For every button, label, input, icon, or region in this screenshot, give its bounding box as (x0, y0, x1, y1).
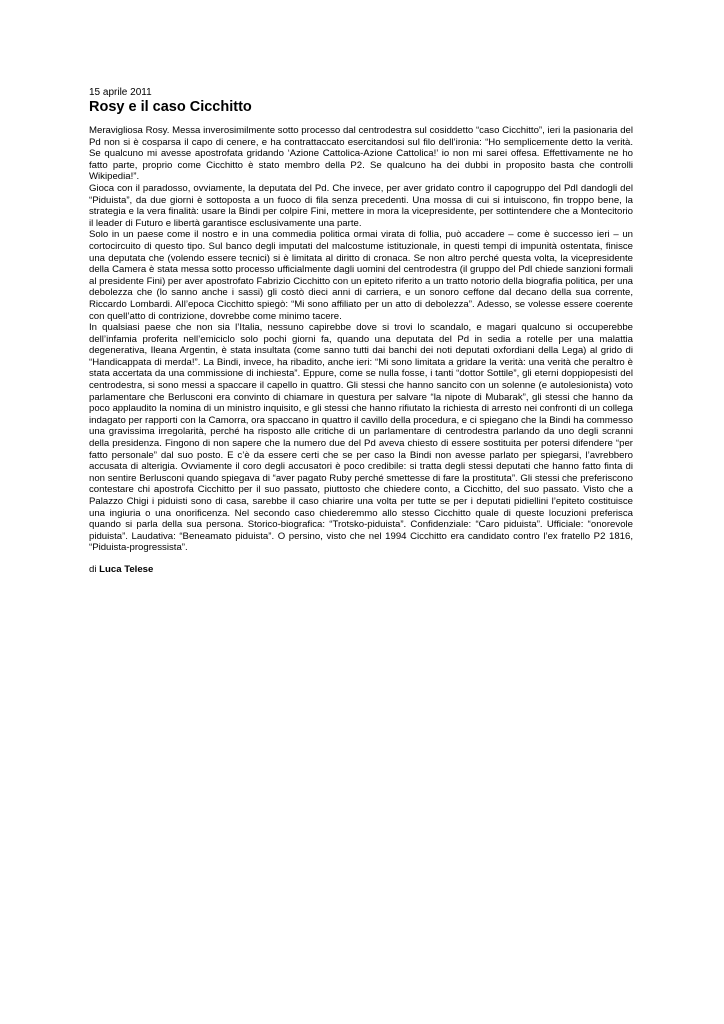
byline-prefix: di (89, 563, 100, 575)
article-byline (89, 564, 633, 576)
paragraph: Meravigliosa Rosy. Messa inverosimilmente sotto processo dal centrodestra sul cosiddetto “caso Cicchitto”, ieri la pasionaria del Pd non si è cosparsa il capo di cenere, e ha contrattaccato esercitandosi sul filo dell’ironia: “Ho semplicemente detto la verità. Se qualcuno mi avesse apostrofata gridando ‘Azione Cattolica-Azione Cattolica!’ io non mi sarei offesa. Effettivamente ne ho fatto parte, proprio come Cicchitto è stato membro della P2. Se qualcuno ha dei dubbi in proposito basta che controlli Wikipedia!”. (89, 125, 633, 183)
article-title: Rosy e il caso Cicchitto (89, 99, 252, 115)
document-page (89, 87, 633, 576)
article-date: 15 aprile 2011 (89, 87, 152, 98)
paragraph: Solo in un paese come il nostro e in una commedia politica ormai virata di follia, può accadere – come è successo ieri – un cortocircuito di questo tipo. Sul banco degli imputati del malcostume istituzionale, in questi tempi di impunità ostentata, finisce una deputata che (volendo essere tecnici) si è limitata al diritto di cronaca. Se non altro perché questa volta, la vicepresidente della Camera è stata messa sotto processo ufficialmente dagli uomini del centrodestra (il gruppo del Pdl chiede sanzioni formali al presidente Fini) per aver apostrofato Fabrizio Cicchitto con un epiteto riferito a un tratto notorio della biografia politica, per una debolezza che (lo sanno anche i sassi) gli costò dieci anni di carriera, e un sonoro ceffone dal decano della sua corrente, Riccardo Lombardi. All’epoca Cicchitto spiegò: “Mi sono affiliato per un atto di debolezza”. Adesso, se volesse essere coerente con quell’atto di contrizione, dovrebbe come minimo tacere. (89, 229, 633, 322)
paragraph: In qualsiasi paese che non sia l’Italia, nessuno capirebbe dove si trovi lo scandalo, e magari qualcuno si occuperebbe dell’infamia proferita nell’emiciclo solo pochi giorni fa, quando una deputata del Pd in sedia a rotelle per una malattia degenerativa, Ileana Argentin, è stata insultata (come sanno tutti dai banchi dei noti deputati oxfordiani della Lega) al grido di “Handicappata di merda!”. La Bindi, invece, ha ribadito, anche ieri: “Mi sono limitata a gridare la verità: una verità che peraltro è stata accertata da una commissione di inchiesta”. Eppure, come se nulla fosse, i tanti “dottor Sottile”, gli eterni doppiopesisti del centrodestra, si sono messi a spaccare il capello in quattro. Gli stessi che hanno sancito con un solenne (e autolesionista) voto parlamentare che Berlusconi era convinto di chiamare in questura per salvare “la nipote di Mubarak”, gli stessi che hanno da poco applaudito la nomina di un ministro inquisito, e gli stessi che hanno rifiutato la richiesta di arresto nei confronti di un collega indagato per rapporti con la Camorra, ora spaccano in quattro il cavillo della procedura, e ci spiegano che la Bindi ha commesso una gravissima irregolarità, perché ha risposto alle critiche di un parlamentare di centrodestra parlando da uno degli scranni della presidenza. Fingono di non sapere che la numero due del Pd aveva chiesto di essere sostituita per potersi difendere “per fatto personale” dal suo posto. E c’è da essere certi che se per caso la Bindi non avesse parlato per spiegarsi, l’avrebbero accusata di alterigia. Ovviamente il coro degli accusatori è poco credibile: si tratta degli stessi deputati che hanno fatto finta di non sentire Berlusconi quando spiegava di “aver pagato Ruby perché smettesse di fare la prostituta”. Gli stessi che preferiscono contestare chi apostrofa Cicchitto per il suo passato, piuttosto che chiedere conto, a Cicchitto, del suo passato. Visto che a Palazzo Chigi i piduisti sono di casa, sarebbe il caso chiarire una volta per tutte se per i deputati pidiellini l’epiteto costituisce una ingiuria o una onorificenza. Nel secondo caso chiederemmo allo stesso Cicchitto quale di queste locuzioni preferisca quando si parla della sua persona. Storico-biografica: “Trotsko-piduista”. Confidenziale: “Caro piduista”. Ufficiale: “onorevole piduista”. Laudativa: “Beneamato piduista”. O persino, visto che nel 1994 Cicchitto era candidato contro l’ex fratello P2 1816, “Piduista-progressista”. (89, 322, 633, 554)
paragraph: Gioca con il paradosso, ovviamente, la deputata del Pd. Che invece, per aver gridato contro il capogruppo del Pdl dandogli del “Piduista”, da due giorni è sottoposta a un fuoco di fila senza precedenti. Una mossa di cui si intuiscono, fin troppo bene, la strategia e la vera finalità: usare la Bindi per colpire Fini, mettere in mora la vicepresidente, per sottintendere che a Montecitorio il leader di Futuro e libertà garantisce esclusivamente una parte. (89, 182, 633, 229)
article-body (89, 125, 633, 554)
author-name: Luca Telese (99, 563, 154, 575)
